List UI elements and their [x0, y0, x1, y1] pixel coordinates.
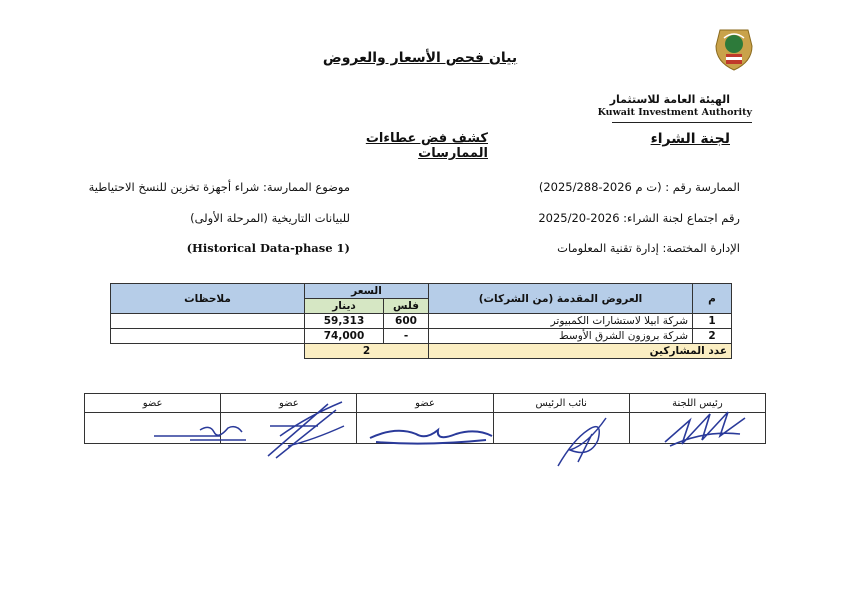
kia-emblem-icon: [712, 26, 756, 72]
col-header-fils: فلس: [384, 299, 429, 314]
sig-label-member: عضو: [85, 394, 221, 413]
col-header-notes: ملاحظات: [111, 284, 305, 314]
subject-line-2: للبيانات التاريخية (المرحلة الأولى): [190, 211, 350, 225]
sig-label-member: عضو: [221, 394, 357, 413]
col-header-offers: العروض المقدمة (من الشركات): [429, 284, 693, 314]
col-header-no: م: [693, 284, 732, 314]
col-header-price: السعر: [305, 284, 429, 299]
col-header-dinar: دينار: [305, 299, 384, 314]
sig-label-vice-chair: نائب الرئيس: [493, 394, 629, 413]
table-row: 1 شركة ابيلا لاستشارات الكمبيوتر 600 59,313: [111, 314, 732, 329]
signature-member-2-icon: [258, 396, 348, 462]
authority-name-english: Kuwait Investment Authority: [597, 107, 752, 118]
offers-table: [110, 283, 732, 359]
signature-member-3-icon: [366, 420, 496, 446]
sig-label-member: عضو: [357, 394, 493, 413]
participants-label: عدد المشاركين: [429, 344, 732, 359]
subject-line-1: موضوع الممارسة: شراء أجهزة تخزين للنسخ الاحتياطية: [88, 180, 350, 194]
practice-number: الممارسة رقم : (ت م 2026-2025/288): [538, 180, 740, 194]
subject-line-3: (Historical Data-phase 1): [186, 241, 350, 255]
table-row: 2 شركة بروزون الشرق الأوسط - 74,000: [111, 329, 732, 344]
signature-chair-icon: [660, 400, 750, 450]
committee-title: لجنة الشراء: [650, 131, 730, 147]
document-subtitle: كشف فض عطاءات الممارسات: [365, 131, 488, 161]
authority-name-arabic: الهيئة العامة للاستثمار: [609, 93, 730, 106]
signature-vice-chair-icon: [548, 410, 618, 470]
participants-count: 2: [305, 344, 429, 359]
sig-label-chair: رئيس اللجنة: [629, 394, 765, 413]
authority-divider: [612, 122, 752, 123]
document-title: بيان فحص الأسعار والعروض: [322, 50, 518, 66]
signature-member-1-icon: [150, 420, 250, 444]
meeting-number: رقم اجتماع لجنة الشراء: 2026-2025/20: [538, 211, 740, 225]
department: الإدارة المختصة: إدارة تقنية المعلومات: [557, 241, 740, 255]
